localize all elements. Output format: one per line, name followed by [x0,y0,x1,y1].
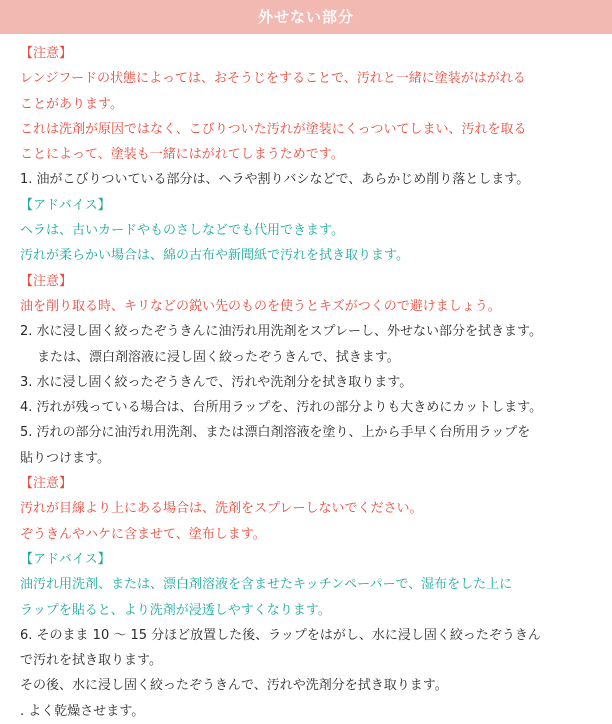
caution-heading: 【注意】 [20,273,73,289]
advice-text-line: ヘラは、古いカードやものさしなどでも代用できます。 [20,223,344,239]
step-text-line: 3. 水に浸し固く絞ったぞうきんで、汚れや洗剤分を拭き取ります。 [20,374,413,390]
caution-text-line: レンジフードの状態によっては、おそうじをすることで、汚れと一緒に塗装がはがれる [20,71,526,87]
advice-text-line: 汚れが柔らかい場合は、綿の古布や新聞紙で汚れを拭き取ります。 [20,248,409,264]
caution-text-line: これは洗剤が原因ではなく、こびりついた汚れが塗装にくっついてしまい、汚れを取る [20,121,527,137]
section-title-bar [0,0,612,34]
advice-text-line: 油汚れ用洗剤、または、漂白剤溶液を含ませたキッチンペーパーで、湿布をした上に [20,577,513,593]
caution-text-line: 汚れが目線より上にある場合は、洗剤をスプレーしないでください。 [20,501,423,517]
caution-heading: 【注意】 [20,46,73,61]
caution-text-line: ことがあります。 [20,96,123,112]
step-text-line: . よく乾燥させます。 [20,703,145,719]
step-text-line: その後、水に浸し固く絞ったぞうきんで、汚れや洗剤分を拭き取ります。 [20,678,448,694]
step-text-line: 貼りつけます。 [20,450,110,466]
step-text-line: 6. そのまま 10 ～ 15 分ほど放置した後、ラップをはがし、水に浸し固く絞ったぞうきん [20,627,541,643]
advice-heading: 【アドバイス】 [20,197,111,213]
caution-text-line: ぞうきんやハケに含ませて、塗布します。 [20,526,266,542]
step-text-line: 4. 汚れが残っている場合は、台所用ラップを、汚れの部分よりも大きめにカットします。 [20,400,543,416]
advice-text-line: ラップを貼ると、より洗剤が浸透しやすくなります。 [20,602,331,618]
step-text-line: 1. 油がこびりついている部分は、ヘラや割りバシなどで、あらかじめ削り落とします。 [20,172,530,188]
step-text-line: 2. 水に浸し固く絞ったぞうきんに油汚れ用洗剤をスプレーし、外せない部分を拭きます。 [20,324,542,340]
caution-heading: 【注意】 [20,476,73,492]
step-text-line: で汚れを拭き取ります。 [20,653,162,669]
section-title: 外せない部分 [257,8,354,26]
caution-text-line: ことによって、塗装も一緒にはがれてしまうためです。 [20,147,344,163]
advice-heading: 【アドバイス】 [20,551,111,567]
caution-text-line: 油を削り取る時、キリなどの鋭い先のものを使うとキズがつくので避けましょう。 [20,298,501,314]
step-text-line: 5. 汚れの部分に油汚れ用洗剤、または漂白剤溶液を塗り、上から手早く台所用ラップを [20,425,531,441]
instructions-body [20,41,608,724]
step-text-line: または、漂白剤溶液に浸し固く絞ったぞうきんで、拭きます。 [37,349,400,365]
